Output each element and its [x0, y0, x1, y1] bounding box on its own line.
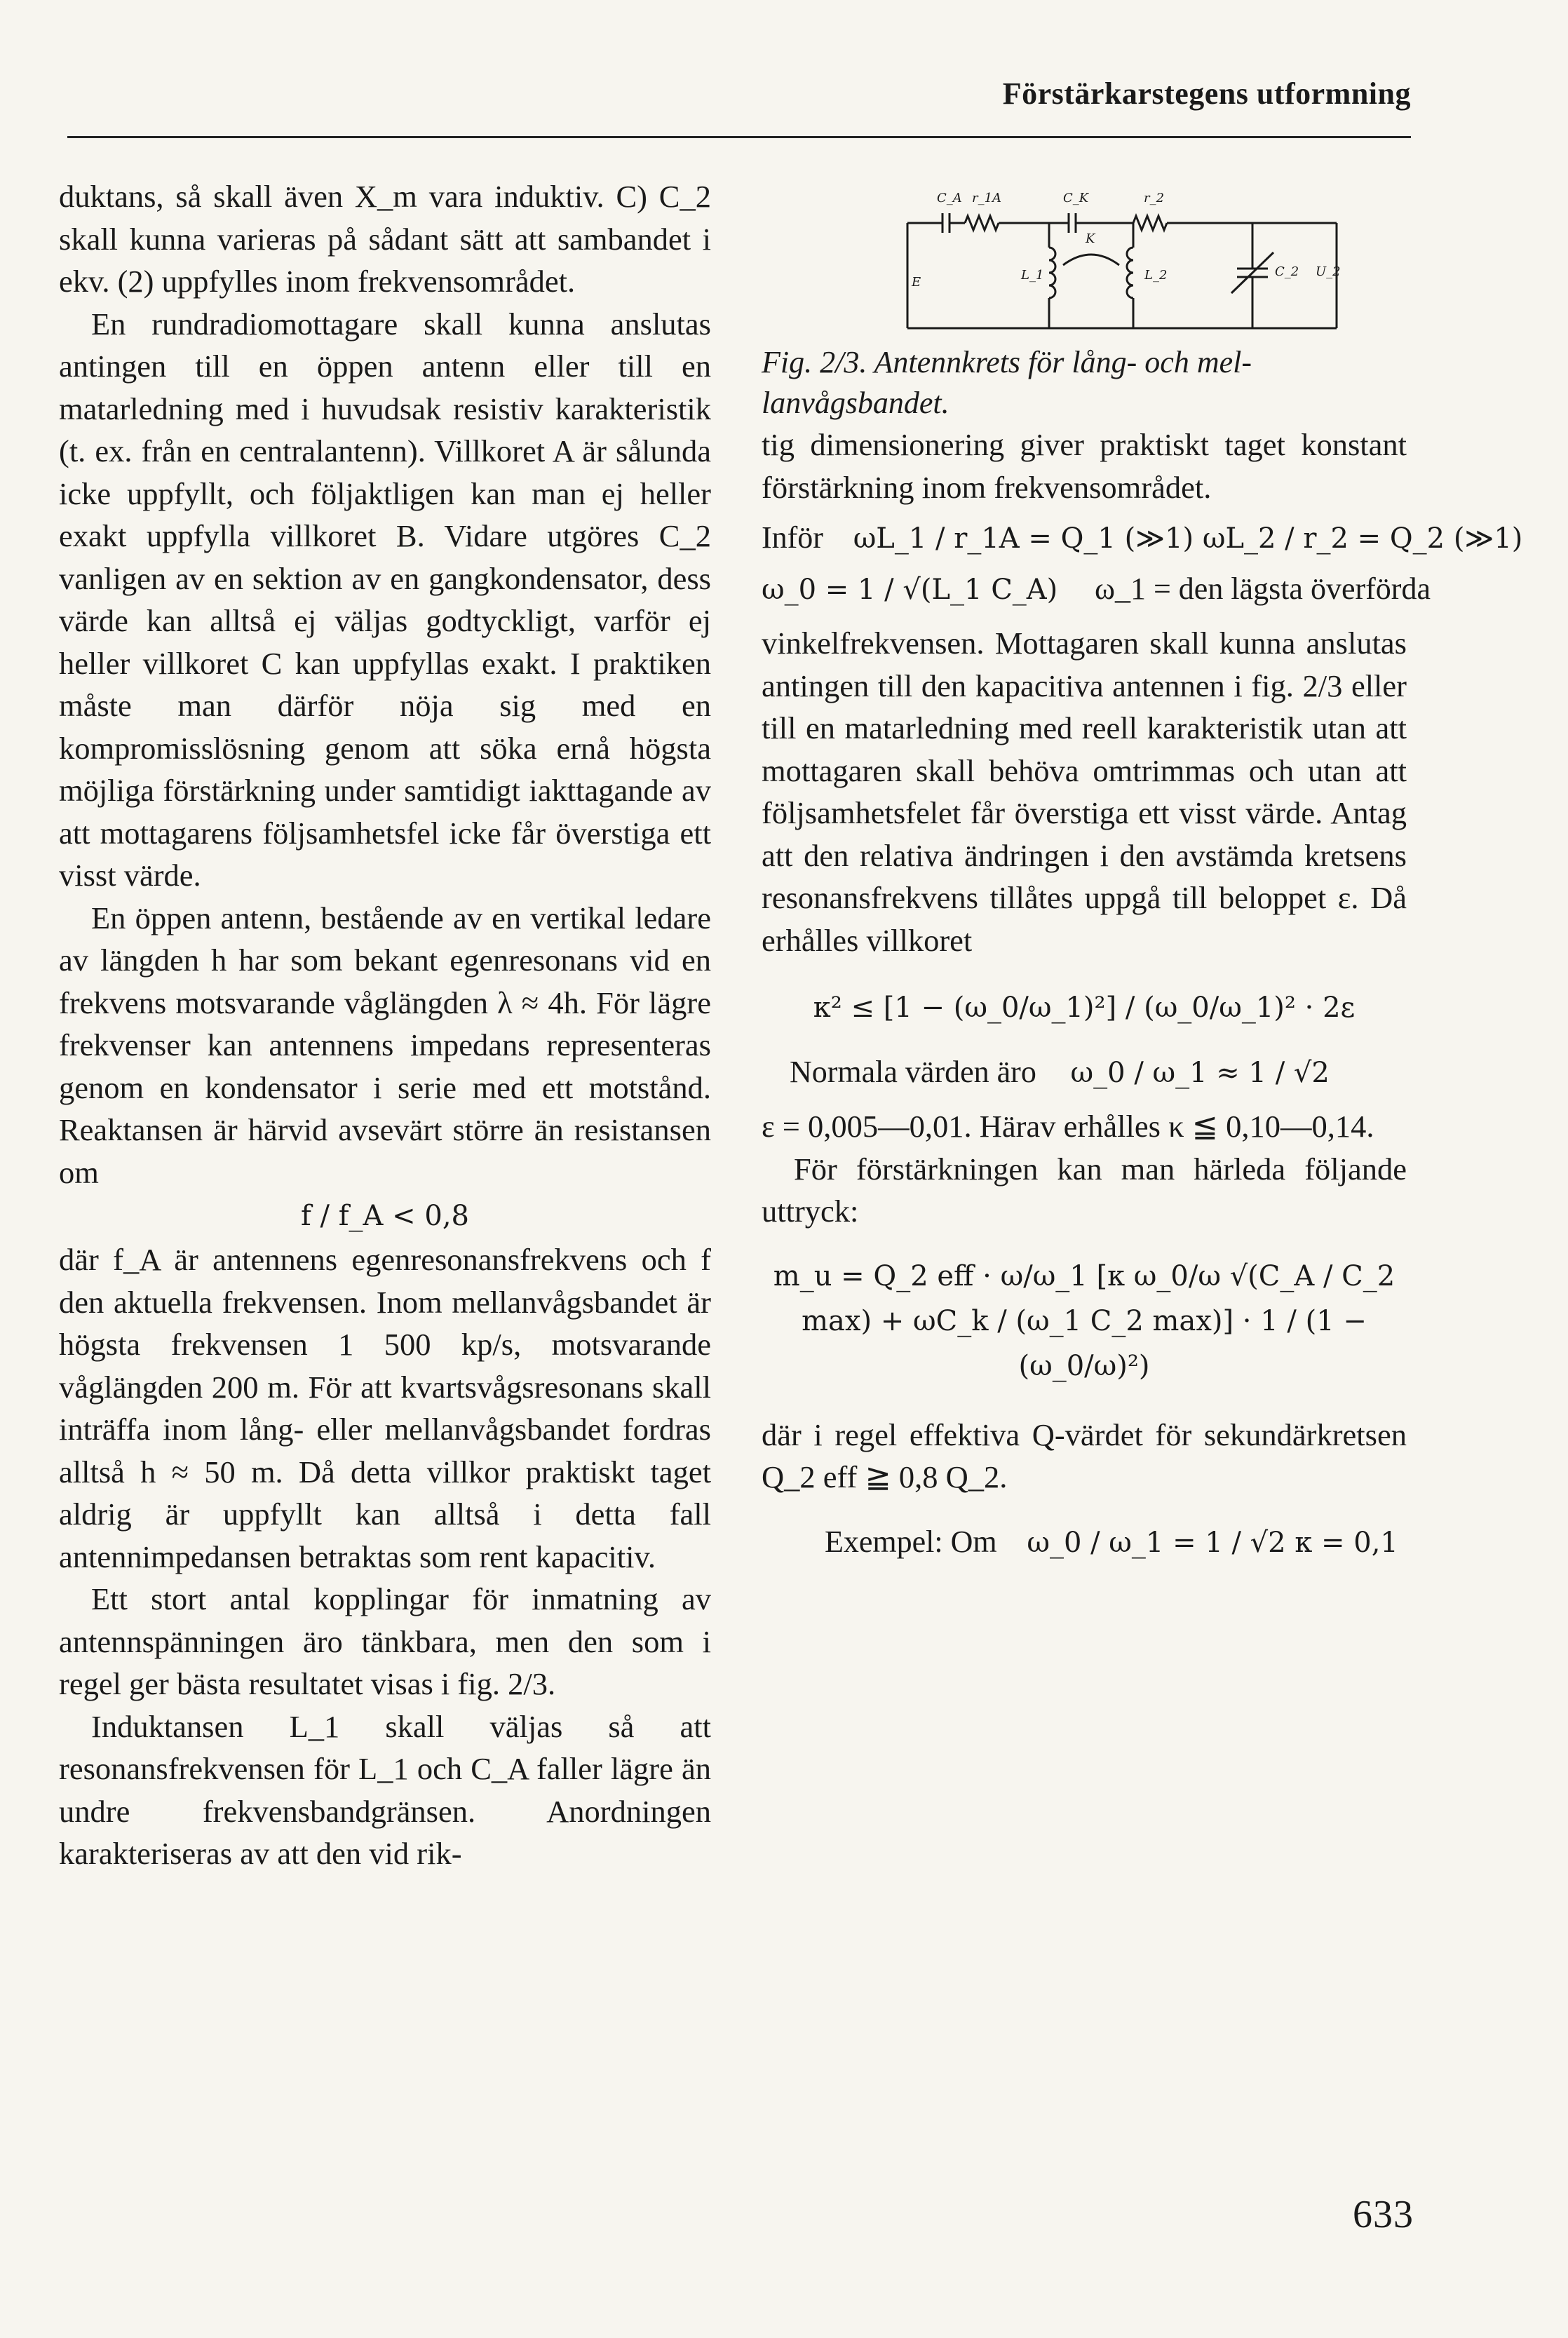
right-paragraph-4: där i regel effektiva Q-värdet för sekundärkretsen Q_2 eff ≧ 0,8 Q_2. — [762, 1417, 1407, 1494]
left-paragraph-4: Ett stort antal kopplingar för inmatning av antennspänningen äro tänkbara, men den som i regel ger bästa resultatet visas i fig. 2/3. — [59, 1581, 711, 1701]
left-paragraph-5: Induktansen L_1 skall väljas så att resonansfrekvensen för L_1 och C_A faller lägre än undre frekvensbandgränsen. Anordningen karakteriseras av att den vid rik- — [59, 1708, 711, 1871]
left-paragraph-1: duktans, så skall även X_m vara induktiv. C) C_2 skall kunna varieras på sådant sätt att sambandet i ekv. (2) uppfylles inom frekvensområdet. — [59, 179, 711, 299]
label-r2: r_2 — [1144, 191, 1165, 205]
right-column — [762, 175, 1523, 1575]
running-title: Förstärkarstegens utformning — [1002, 76, 1411, 111]
left-paragraph-3-formula: f / f_A < 0,8 — [301, 1200, 469, 1232]
label-ca: C_A — [937, 191, 962, 205]
left-paragraph-3a: En öppen antenn, bestående av en vertikal ledare av längden h har som bekant egenresonans vid en frekvens motsvarande våglängden λ ≈ 4h. För lägre frekvenser kan antennens impedans representeras genom en kondensator i serie med ett motstånd. Reaktansen är härvid avsevärt större än resistansen om — [59, 900, 711, 1190]
label-ck: C_K — [1063, 191, 1089, 205]
equation-mu: m_u = Q_2 eff · ω/ω_1 [κ ω_0/ω √(C_A / C_2 max) + ωC_k / (ω_1 C_2 max)] · 1 / (1 − (ω_0/ω)²) — [773, 1259, 1395, 1382]
equation-q-definitions — [762, 520, 1523, 557]
label-l1: L_1 — [1021, 268, 1044, 283]
equation-normal-values: ω_0 / ω_1 ≈ 1 / √2 — [1070, 1057, 1330, 1089]
right-paragraph-2: vinkelfrekvensen. Mottagaren skall kunna anslutas antingen till den kapacitiva antennen i fig. 2/3 eller till en matarledning med reell karakteristik utan att mottagaren skall behöva omtrimmas och utan att följsamhetsfelet får överstiga ett visst värde. Antag att den relativa ändringen i den avstämda kretsens resonansfrekvens tillåtes uppgå till beloppet ε. Då erhålles villkoret — [762, 626, 1407, 958]
infor-label: Inför — [762, 520, 823, 555]
normal-values-label: Normala värden äro — [790, 1055, 1036, 1089]
right-paragraph-1: tig dimensionering giver praktiskt taget konstant förstärkning inom frekvensområdet. — [762, 427, 1407, 505]
label-e: E — [912, 275, 921, 290]
epsilon-line: ε = 0,005—0,01. Härav erhålles κ ≦ 0,10—0,14. — [762, 1109, 1374, 1144]
equation-omega0: ω_0 = 1 / √(L_1 C_A) — [762, 574, 1058, 606]
equation-q: ωL_1 / r_1A = Q_1 (≫1) ωL_2 / r_2 = Q_2 (≫1) — [853, 522, 1523, 555]
label-l2: L_2 — [1144, 268, 1168, 283]
label-u2: U_2 — [1316, 264, 1341, 279]
equation-kappa: κ² ≤ [1 − (ω_0/ω_1)²] / (ω_0/ω_1)² · 2ε — [813, 992, 1356, 1024]
left-paragraph-2: En rundradiomottagare skall kunna anslutas antingen till en öppen antenn eller till en matarledning med i huvudsak resistiv karakteristik (t. ex. från en centralantenn). Villkoret A är sålunda icke uppfyllt, och följaktligen kan man ej heller exakt uppfylla villkoret B. Vidare utgöres C_2 vanligen av en sektion av en gangkondensator, dess värde kan alltså ej väljas godtyckligt, varför ej heller villkoret C kan uppfyllas exakt. I praktiken måste man därför nöja sig med en kompromisslösning genom att söka ernå högsta möjliga förstärkning under samtidigt iakttagande av att mottagarens följsamhetsfel icke får överstiga ett visst värde. — [59, 306, 711, 893]
label-k: K — [1086, 231, 1095, 246]
omega1-definition: ω_1 = den lägsta överförda — [1095, 572, 1431, 606]
right-paragraph-3: För förstärkningen kan man härleda följande uttryck: — [762, 1151, 1407, 1229]
equation-omega0-line — [762, 571, 1431, 608]
example-line — [825, 1524, 1407, 1561]
figure-caption: Fig. 2/3. Antennkrets för lång- och mel- lanvågsbandet. — [762, 345, 1252, 420]
normal-values-line — [790, 1054, 1407, 1091]
example-label: Exempel: Om — [825, 1524, 997, 1559]
header-rule — [67, 136, 1411, 138]
antenna-circuit-figure — [762, 181, 1407, 342]
page-number: 633 — [1353, 2193, 1414, 2236]
equation-example: ω_0 / ω_1 = 1 / √2 κ = 0,1 — [1027, 1526, 1398, 1559]
label-r1a: r_1A — [972, 191, 1002, 205]
circuit-diagram — [902, 181, 1351, 342]
left-paragraph-3b: där f_A är antennens egenresonansfrekvens och f den aktuella frekvensen. Inom mellanvågsbandet är högsta frekvensen 1 500 kp/s, motsvarande våglängden 200 m. För att kvartsvågsresonans skall inträffa inom lång- eller mellanvågsbandet fordras alltså h ≈ 50 m. Då detta villkor praktiskt taget aldrig är uppfyllt kan alltså i detta fall antennimpedansen betraktas som rent kapacitiv. — [59, 1242, 711, 1574]
left-column — [59, 175, 711, 1875]
label-c2: C_2 — [1275, 264, 1299, 279]
